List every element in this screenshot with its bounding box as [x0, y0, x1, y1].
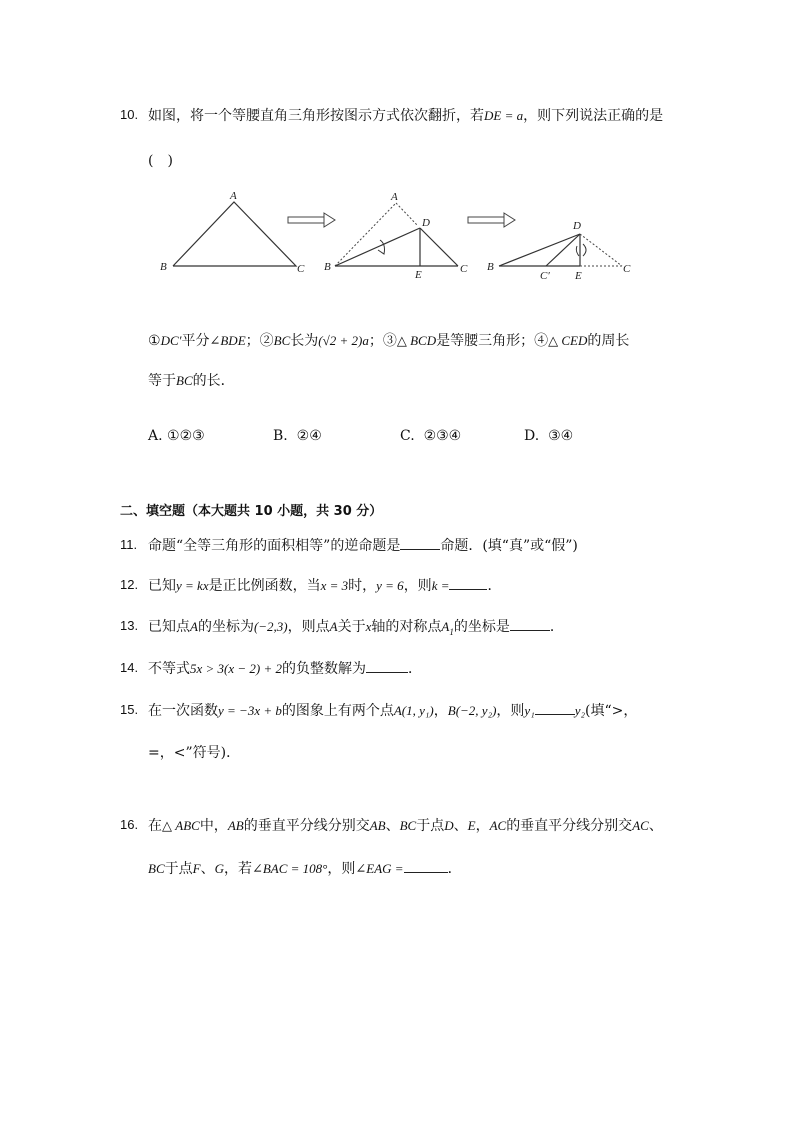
q12-m1: y = kx — [176, 578, 209, 593]
q13-e: 轴的对称点 — [371, 619, 442, 635]
q10-option-b[interactable] — [273, 428, 322, 444]
q16-number: 16. — [120, 817, 139, 832]
stmt-m5: △ BCD — [396, 333, 437, 348]
option-a-key: A. — [148, 428, 163, 444]
tri1-label-B: B — [160, 261, 167, 273]
q13-m5: A — [441, 619, 450, 634]
q10-statements-line2 — [148, 370, 235, 390]
q16-m1: △ ABC — [162, 818, 200, 833]
stmt-s3: ；② — [245, 333, 274, 349]
tri2-label-D: D — [422, 217, 430, 229]
q15-text — [148, 700, 637, 720]
q11-text — [148, 535, 578, 555]
q15-e: (填“>， — [585, 703, 638, 719]
option-a-text: ①②③ — [167, 428, 205, 444]
q16-m8: AC — [632, 818, 649, 833]
q12-m2: x = 3 — [320, 578, 349, 593]
q15-a: 在一次函数 — [148, 703, 218, 719]
q16-m4: BC — [399, 818, 417, 833]
q12-c: 时， — [348, 578, 377, 594]
q16-l2-m3: G — [214, 861, 224, 876]
tri1-label-C: C — [297, 263, 305, 275]
q12-number: 12. — [120, 577, 139, 592]
q13-m1: A — [190, 619, 198, 634]
stmt-s2: 平分 — [181, 333, 210, 349]
tri3-label-C: C — [623, 263, 631, 275]
tri1-outline — [173, 202, 296, 266]
q16-text — [148, 815, 663, 835]
q15-d: ，则 — [496, 703, 525, 719]
stmt-m1: DC′ — [160, 333, 182, 348]
tri3-label-B: B — [487, 261, 494, 273]
q16-l2-b: 、 — [200, 861, 215, 877]
stmt-m2: ∠BDE — [209, 333, 246, 348]
q13-b: 的坐标为 — [197, 619, 254, 635]
q13-m3: A — [329, 619, 338, 634]
arrow-2 — [468, 213, 515, 227]
option-c-key: C. — [400, 428, 415, 444]
q14-b: 的负整数解为 — [282, 661, 367, 677]
q16-h: 的垂直平分线分别交 — [506, 818, 633, 834]
q11-answer-blank[interactable] — [400, 537, 440, 550]
q16-d: 、 — [385, 818, 400, 834]
q10-option-a[interactable] — [148, 428, 205, 444]
q10-stem-text-b: ，则下列说法正确的是 — [523, 108, 664, 124]
q11-text-b: 命题．(填“真”或“假”) — [440, 538, 578, 554]
q10-figure — [148, 186, 648, 286]
q15-m2: A(1, y₁) — [393, 703, 434, 718]
q14-c: ． — [408, 661, 423, 677]
q16-answer-blank[interactable] — [404, 860, 448, 873]
stmt-s5: ；③ — [368, 333, 397, 349]
q16-l2-e: ． — [447, 861, 462, 877]
q16-l2-m2: F — [192, 861, 201, 876]
q12-e: ． — [487, 578, 502, 594]
q16-m3: AB — [369, 818, 386, 833]
q16-f: 、 — [453, 818, 468, 834]
q10-option-c[interactable] — [400, 428, 461, 444]
q13-g: ． — [549, 619, 564, 635]
tri2-label-A: A — [391, 191, 398, 203]
q12-answer-blank[interactable] — [449, 577, 487, 590]
option-b-text: ②④ — [296, 428, 322, 444]
stmt2-s2: 的长． — [192, 373, 235, 389]
q10-stem-text-a: 如图，将一个等腰直角三角形按图示方式依次翻折，若 — [148, 108, 484, 124]
q13-f: 的坐标是 — [453, 619, 510, 635]
q12-m4: k = — [431, 578, 450, 593]
q14-m1: 5x > 3(x − 2) + 2 — [190, 661, 283, 676]
q16-i: 、 — [648, 818, 663, 834]
q16-m2: AB — [227, 818, 244, 833]
q12-b: 是正比例函数，当 — [208, 578, 321, 594]
q11-number: 11. — [120, 537, 138, 552]
q10-option-d[interactable] — [524, 428, 573, 444]
tri2-label-E: E — [415, 269, 422, 281]
q16-m6: E — [467, 818, 476, 833]
q12-m3: y = 6 — [376, 578, 404, 593]
option-d-text: ③④ — [548, 428, 574, 444]
q15-c: ， — [433, 703, 448, 719]
q13-number: 13. — [120, 618, 139, 633]
stmt2-m1: BC — [176, 373, 193, 388]
tri1-label-A: A — [230, 190, 237, 202]
q13-c: ，则点 — [287, 619, 330, 635]
q16-c: 的垂直平分线分别交 — [243, 818, 370, 834]
q14-number: 14. — [120, 660, 139, 675]
q13-text — [148, 616, 564, 637]
q12-text — [148, 575, 501, 595]
stmt-s6: 是等腰三角形；④ — [436, 333, 549, 349]
q16-l2-d: ，则 — [327, 861, 356, 877]
q13-m2: (−2,3) — [253, 619, 288, 634]
q13-a: 已知点 — [148, 619, 190, 635]
tri3-label-Cprime: C′ — [540, 270, 550, 282]
stmt-m3: BC — [273, 333, 291, 348]
q13-sub: 1 — [449, 626, 454, 637]
stmt-s4: 长为 — [290, 333, 319, 349]
q15-m3: B(−2, y₂) — [447, 703, 497, 718]
q16-b: 中， — [199, 818, 228, 834]
q16-m7: AC — [489, 818, 507, 833]
q16-l2-m4: ∠BAC = 108° — [251, 861, 328, 876]
figure-triangle-1 — [160, 190, 305, 275]
section-2-heading: 二、填空题（本大题共 10 小题，共 30 分） — [120, 504, 383, 519]
q10-statements-line1 — [148, 330, 629, 350]
option-c-text: ②③④ — [423, 428, 462, 444]
q15-b: 的图象上有两个点 — [281, 703, 394, 719]
q11-text-a: 命题“全等三角形的面积相等”的逆命题是 — [148, 538, 401, 554]
q15-m4: y₁ — [524, 703, 535, 718]
q12-a: 已知 — [148, 578, 176, 594]
q13-answer-blank[interactable] — [510, 618, 550, 631]
q15-m5: y₂ — [574, 703, 586, 718]
tri2-label-C: C — [460, 263, 468, 275]
q12-d: ，则 — [403, 578, 432, 594]
q16-g: ， — [475, 818, 490, 834]
arrow-1 — [288, 213, 335, 227]
tri3-label-D: D — [573, 220, 581, 232]
q16-l2-m1: BC — [148, 861, 165, 876]
stmt-s7: 的周长 — [587, 333, 630, 349]
q15-m1: y = −3x + b — [218, 703, 282, 718]
q16-l2-a: 于点 — [164, 861, 193, 877]
stmt-m6: △ CED — [548, 333, 588, 348]
option-d-key: D. — [524, 428, 540, 444]
q16-l2-m5: ∠EAG = — [355, 861, 404, 876]
q10-stem-math: DE = a — [484, 108, 524, 123]
q10-paren: ( ) — [148, 153, 173, 169]
q15-text-line2: =，<”符号)． — [148, 745, 241, 761]
q15-number: 15. — [120, 702, 139, 717]
q13-m4: x — [365, 619, 372, 634]
stmt2-s1: 等于 — [148, 373, 176, 389]
q15-answer-blank[interactable] — [535, 702, 575, 715]
option-b-key: B. — [273, 428, 288, 444]
q16-m5: D — [444, 818, 454, 833]
q10-stem — [148, 105, 663, 125]
q14-answer-blank[interactable] — [366, 660, 408, 673]
q13-d: 关于 — [337, 619, 366, 635]
q16-text-line2 — [148, 858, 462, 878]
q16-e: 于点 — [416, 818, 445, 834]
figure-triangle-2 — [324, 191, 468, 281]
stmt-m4: (√2 + 2)a — [318, 333, 369, 348]
q16-a: 在 — [148, 818, 162, 834]
stmt-s1: ① — [148, 333, 161, 349]
q10-number: 10. — [120, 107, 139, 122]
figure-triangle-3 — [487, 220, 631, 282]
q16-l2-c: ，若 — [223, 861, 252, 877]
q14-a: 不等式 — [148, 661, 190, 677]
q14-text — [148, 658, 422, 678]
tri2-label-B: B — [324, 261, 331, 273]
tri3-label-E: E — [575, 270, 582, 282]
